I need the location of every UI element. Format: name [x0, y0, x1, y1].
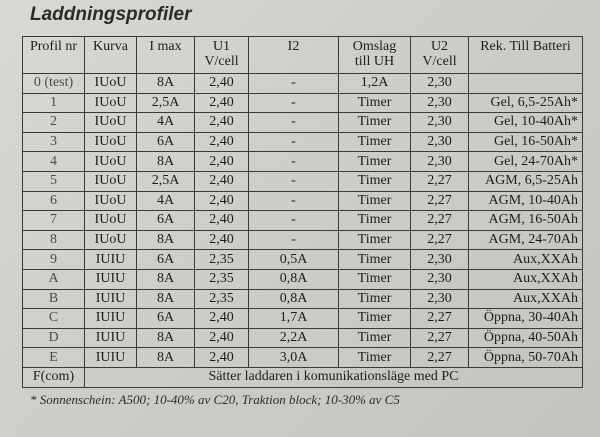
u1-cell: 2,40: [195, 211, 249, 231]
i2-cell: -: [249, 113, 339, 133]
rek-cell: AGM, 10-40Ah: [469, 191, 583, 211]
kurva-cell: IUIU: [85, 269, 137, 289]
footnote: * Sonnenschein: A500; 10-40% av C20, Traktion block; 10-30% av C5: [30, 392, 400, 407]
rek-cell: AGM, 24-70Ah: [469, 230, 583, 250]
profil-cell: 1: [23, 93, 85, 113]
header-i-max: I max: [137, 37, 195, 74]
kurva-cell: IUoU: [85, 113, 137, 133]
u1-cell: 2,35: [195, 250, 249, 270]
u2-cell: 2,30: [411, 289, 469, 309]
omslag-cell: Timer: [339, 230, 411, 250]
imax-cell: 8A: [137, 269, 195, 289]
imax-cell: 4A: [137, 191, 195, 211]
table-row: [23, 309, 583, 329]
header-i2: I2: [249, 37, 339, 74]
profil-cell: 8: [23, 230, 85, 250]
table-row: [23, 269, 583, 289]
kurva-cell: IUoU: [85, 230, 137, 250]
i2-cell: -: [249, 93, 339, 113]
u1-cell: 2,40: [195, 93, 249, 113]
profil-cell: B: [23, 289, 85, 309]
u2-cell: 2,27: [411, 230, 469, 250]
header-kurva: Kurva: [85, 37, 137, 74]
i2-cell: 3,0A: [249, 348, 339, 368]
u2-cell: 2,30: [411, 113, 469, 133]
kurva-cell: IUoU: [85, 74, 137, 94]
i2-cell: -: [249, 152, 339, 172]
table-row: [23, 328, 583, 348]
profil-cell: 0 (test): [23, 74, 85, 94]
u2-cell: 2,27: [411, 328, 469, 348]
imax-cell: 8A: [137, 74, 195, 94]
rek-cell: Öppna, 30-40Ah: [469, 309, 583, 329]
u2-cell: 2,30: [411, 269, 469, 289]
table-row: [23, 113, 583, 133]
rek-cell: Aux,XXAh: [469, 250, 583, 270]
profil-cell: 6: [23, 191, 85, 211]
kurva-cell: IUoU: [85, 191, 137, 211]
i2-cell: -: [249, 191, 339, 211]
omslag-cell: 1,2A: [339, 74, 411, 94]
u1-cell: 2,40: [195, 348, 249, 368]
kurva-cell: IUIU: [85, 348, 137, 368]
table-body: [23, 74, 583, 368]
rek-cell: Öppna, 40-50Ah: [469, 328, 583, 348]
page-title: Laddningsprofiler: [30, 4, 192, 25]
kurva-cell: IUoU: [85, 211, 137, 231]
i2-cell: 0,8A: [249, 289, 339, 309]
u1-cell: 2,40: [195, 230, 249, 250]
kurva-cell: IUoU: [85, 171, 137, 191]
omslag-cell: Timer: [339, 250, 411, 270]
i2-cell: -: [249, 171, 339, 191]
table-row: [23, 74, 583, 94]
omslag-cell: Timer: [339, 328, 411, 348]
kurva-cell: IUIU: [85, 309, 137, 329]
omslag-cell: Timer: [339, 289, 411, 309]
u1-cell: 2,40: [195, 152, 249, 172]
table-row: [23, 191, 583, 211]
header-profil-nr: Profil nr: [23, 37, 85, 74]
imax-cell: 8A: [137, 152, 195, 172]
imax-cell: 6A: [137, 250, 195, 270]
u2-cell: 2,30: [411, 93, 469, 113]
table-row: [23, 289, 583, 309]
table-row: [23, 348, 583, 368]
i2-cell: 1,7A: [249, 309, 339, 329]
i2-cell: 2,2A: [249, 328, 339, 348]
u2-cell: 2,30: [411, 74, 469, 94]
kurva-cell: IUoU: [85, 152, 137, 172]
u1-cell: 2,35: [195, 289, 249, 309]
omslag-cell: Timer: [339, 191, 411, 211]
omslag-cell: Timer: [339, 211, 411, 231]
imax-cell: 6A: [137, 132, 195, 152]
rek-cell: Öppna, 50-70Ah: [469, 348, 583, 368]
imax-cell: 8A: [137, 328, 195, 348]
omslag-cell: Timer: [339, 93, 411, 113]
table-row: [23, 230, 583, 250]
profil-cell: D: [23, 328, 85, 348]
imax-cell: 8A: [137, 230, 195, 250]
u1-cell: 2,40: [195, 191, 249, 211]
i2-cell: 0,5A: [249, 250, 339, 270]
imax-cell: 2,5A: [137, 171, 195, 191]
com-profil-cell: F(com): [23, 367, 85, 387]
com-description-cell: Sätter laddaren i komunikationsläge med PC: [85, 367, 583, 387]
rek-cell: Aux,XXAh: [469, 289, 583, 309]
rek-cell: AGM, 16-50Ah: [469, 211, 583, 231]
i2-cell: 0,8A: [249, 269, 339, 289]
omslag-cell: Timer: [339, 348, 411, 368]
rek-cell: AGM, 6,5-25Ah: [469, 171, 583, 191]
profil-cell: 3: [23, 132, 85, 152]
u2-cell: 2,27: [411, 191, 469, 211]
kurva-cell: IUIU: [85, 250, 137, 270]
table-header-row: [23, 37, 583, 74]
u1-cell: 2,40: [195, 74, 249, 94]
u1-cell: 2,40: [195, 328, 249, 348]
kurva-cell: IUoU: [85, 93, 137, 113]
profil-cell: E: [23, 348, 85, 368]
header-u2: U2 V/cell: [411, 37, 469, 74]
i2-cell: -: [249, 211, 339, 231]
rek-cell: [469, 74, 583, 94]
u2-cell: 2,27: [411, 348, 469, 368]
omslag-cell: Timer: [339, 152, 411, 172]
u2-cell: 2,27: [411, 211, 469, 231]
omslag-cell: Timer: [339, 132, 411, 152]
i2-cell: -: [249, 74, 339, 94]
imax-cell: 8A: [137, 348, 195, 368]
u2-cell: 2,30: [411, 250, 469, 270]
i2-cell: -: [249, 230, 339, 250]
rek-cell: Gel, 10-40Ah*: [469, 113, 583, 133]
i2-cell: -: [249, 132, 339, 152]
omslag-cell: Timer: [339, 113, 411, 133]
rek-cell: Gel, 6,5-25Ah*: [469, 93, 583, 113]
profil-cell: A: [23, 269, 85, 289]
u1-cell: 2,40: [195, 171, 249, 191]
kurva-cell: IUoU: [85, 132, 137, 152]
u2-cell: 2,27: [411, 171, 469, 191]
rek-cell: Gel, 16-50Ah*: [469, 132, 583, 152]
imax-cell: 2,5A: [137, 93, 195, 113]
u2-cell: 2,27: [411, 309, 469, 329]
u1-cell: 2,40: [195, 309, 249, 329]
table-row: [23, 250, 583, 270]
charging-profiles-table: [22, 36, 583, 388]
imax-cell: 6A: [137, 309, 195, 329]
u1-cell: 2,35: [195, 269, 249, 289]
kurva-cell: IUIU: [85, 289, 137, 309]
table-row: [23, 211, 583, 231]
omslag-cell: Timer: [339, 171, 411, 191]
profil-cell: 9: [23, 250, 85, 270]
u1-cell: 2,40: [195, 113, 249, 133]
header-u1: U1 V/cell: [195, 37, 249, 74]
imax-cell: 8A: [137, 289, 195, 309]
rek-cell: Aux,XXAh: [469, 269, 583, 289]
u2-cell: 2,30: [411, 152, 469, 172]
table-row: [23, 152, 583, 172]
u2-cell: 2,30: [411, 132, 469, 152]
table-row: [23, 171, 583, 191]
profil-cell: 2: [23, 113, 85, 133]
u1-cell: 2,40: [195, 132, 249, 152]
kurva-cell: IUIU: [85, 328, 137, 348]
table-row: [23, 93, 583, 113]
header-rek-batteri: Rek. Till Batteri: [469, 37, 583, 74]
profil-cell: 5: [23, 171, 85, 191]
rek-cell: Gel, 24-70Ah*: [469, 152, 583, 172]
com-row: [23, 367, 583, 387]
omslag-cell: Timer: [339, 269, 411, 289]
imax-cell: 6A: [137, 211, 195, 231]
omslag-cell: Timer: [339, 309, 411, 329]
profil-cell: 7: [23, 211, 85, 231]
profil-cell: 4: [23, 152, 85, 172]
profil-cell: C: [23, 309, 85, 329]
table-row: [23, 132, 583, 152]
imax-cell: 4A: [137, 113, 195, 133]
header-omslag: Omslag till UH: [339, 37, 411, 74]
